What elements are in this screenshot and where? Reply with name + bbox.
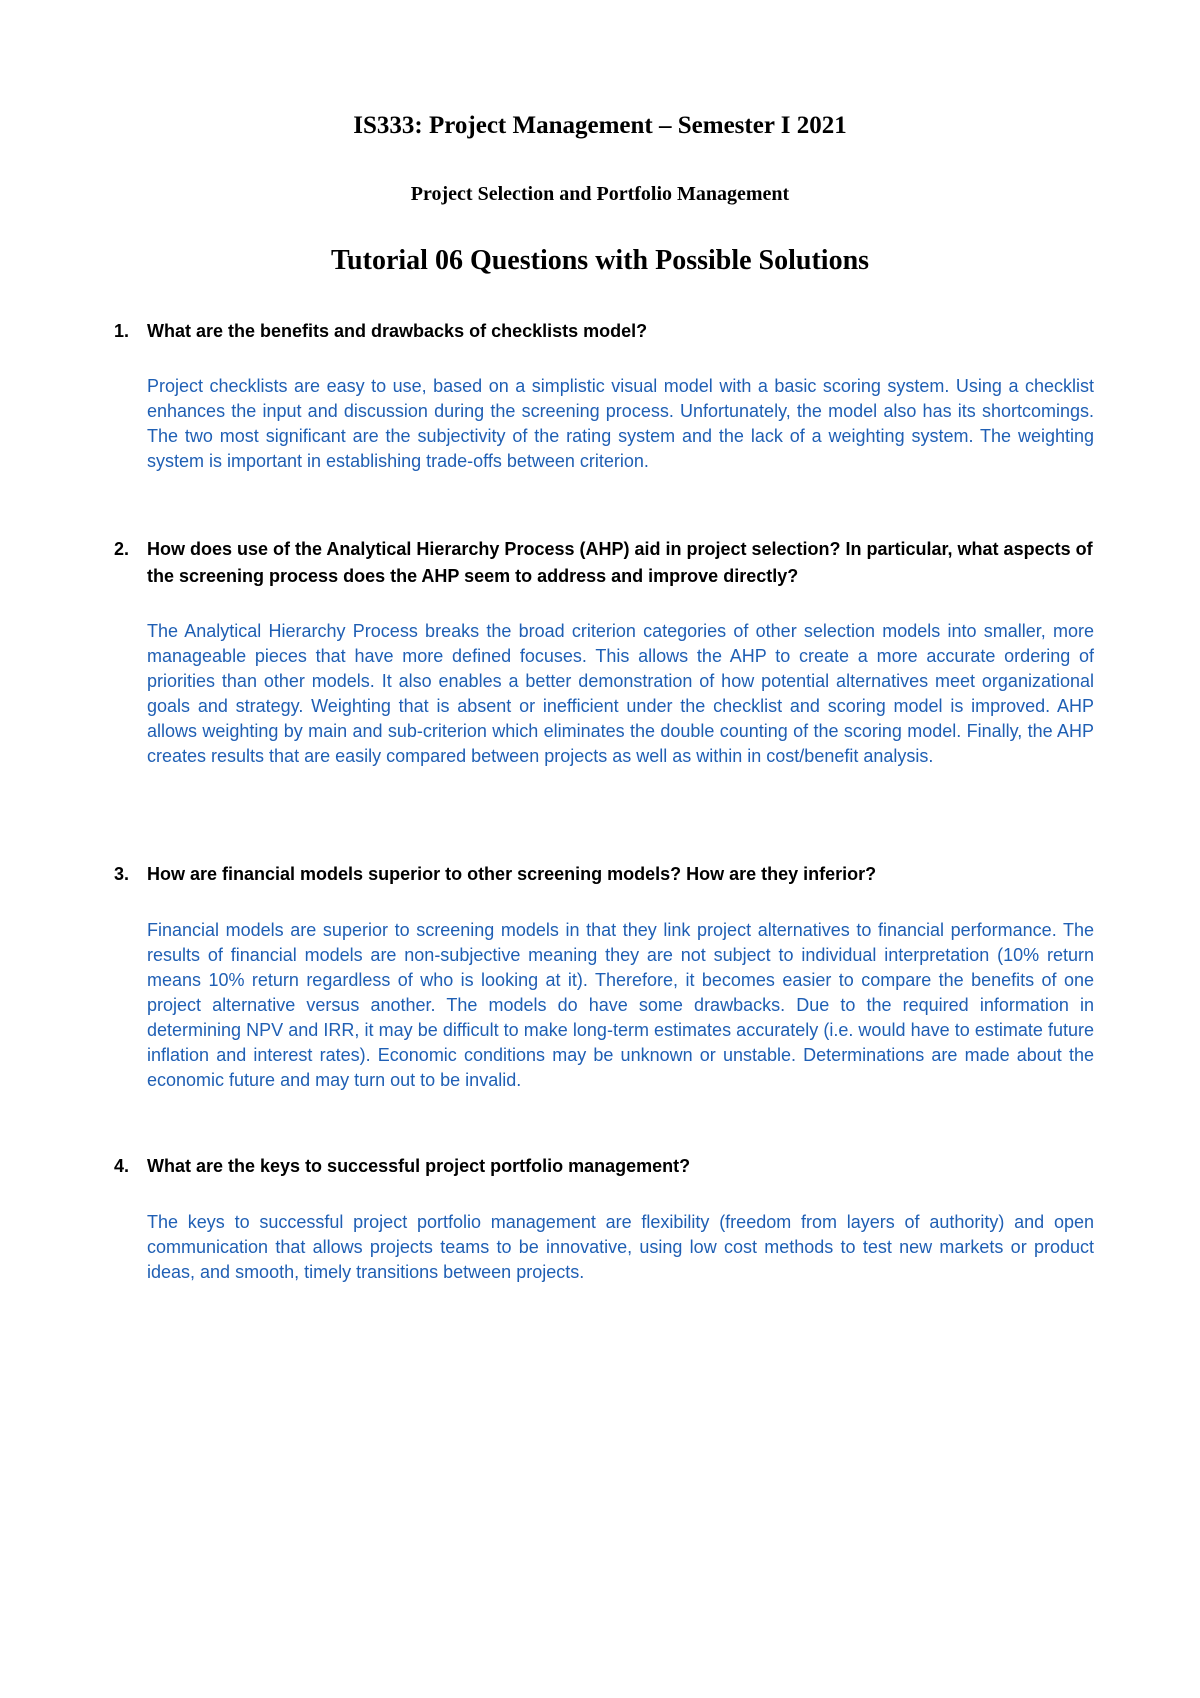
answer-4: The keys to successful project portfolio management are flexibility (freedom from layers of authority) and open communication that allows projects teams to be innovative, using low cost methods to test new markets or product ideas, and smooth, timely transitions between projects. (147, 1212, 1094, 1282)
answer-2: The Analytical Hierarchy Process breaks the broad criterion categories of other selection models into smaller, more manageable pieces that have more defined focuses. This allows the AHP to create a more accurate ordering of priorities than other models. It also enables a better demonstration of how potential alternatives meet organizational goals and strategy. Weighting that is absent or inefficient under the checklist and scoring model is improved. AHP allows weighting by main and sub-criterion which eliminates the double counting of the scoring model. Finally, the AHP creates results that are easily compared between projects as well as within in cost/benefit analysis. (147, 621, 1094, 766)
question-text: What are the keys to successful project portfolio management? (147, 1156, 691, 1176)
question-text: What are the benefits and drawbacks of checklists model? (147, 321, 648, 341)
question-number: 3. (114, 864, 130, 884)
course-title: IS333: Project Management – Semester I 2021 (353, 112, 847, 139)
question-1 (114, 318, 1094, 345)
question-text: How are financial models superior to other screening models? How are they inferior? (147, 864, 877, 884)
answer-3: Financial models are superior to screening models in that they link project alternatives to financial performance. The results of financial models are non-subjective meaning they are not subject to individual interpretation (10% return means 10% return regardless of who is looking at it). Therefore, it becomes easier to compare the benefits of one project alternative versus another. The models do have some drawbacks. Due to the required information in determining NPV and IRR, it may be difficult to make long-term estimates accurately (i.e. would have to estimate future inflation and interest rates). Economic conditions may be unknown or unstable. Determinations are made about the economic future and may turn out to be invalid. (147, 920, 1094, 1090)
question-3 (114, 861, 1094, 888)
question-2 (114, 536, 1094, 590)
tutorial-title: Tutorial 06 Questions with Possible Solutions (330, 245, 870, 276)
question-text: How does use of the Analytical Hierarchy Process (AHP) aid in project selection? In particular, what aspects of the screening process does the AHP seem to address and improve directly? (147, 539, 1093, 586)
topic-subtitle: Project Selection and Portfolio Management (410, 183, 790, 205)
answer-1: Project checklists are easy to use, based on a simplistic visual model with a basic scoring system. Using a checklist enhances the input and discussion during the screening process. Unfortunately, the model also has its shortcomings. The two most significant are the subjectivity of the rating system and the lack of a weighting system. The weighting system is important in establishing trade-offs between criterion. (147, 376, 1094, 471)
question-number: 4. (114, 1156, 130, 1176)
question-number: 1. (114, 321, 130, 341)
question-4 (114, 1153, 1094, 1180)
question-number: 2. (114, 539, 130, 559)
